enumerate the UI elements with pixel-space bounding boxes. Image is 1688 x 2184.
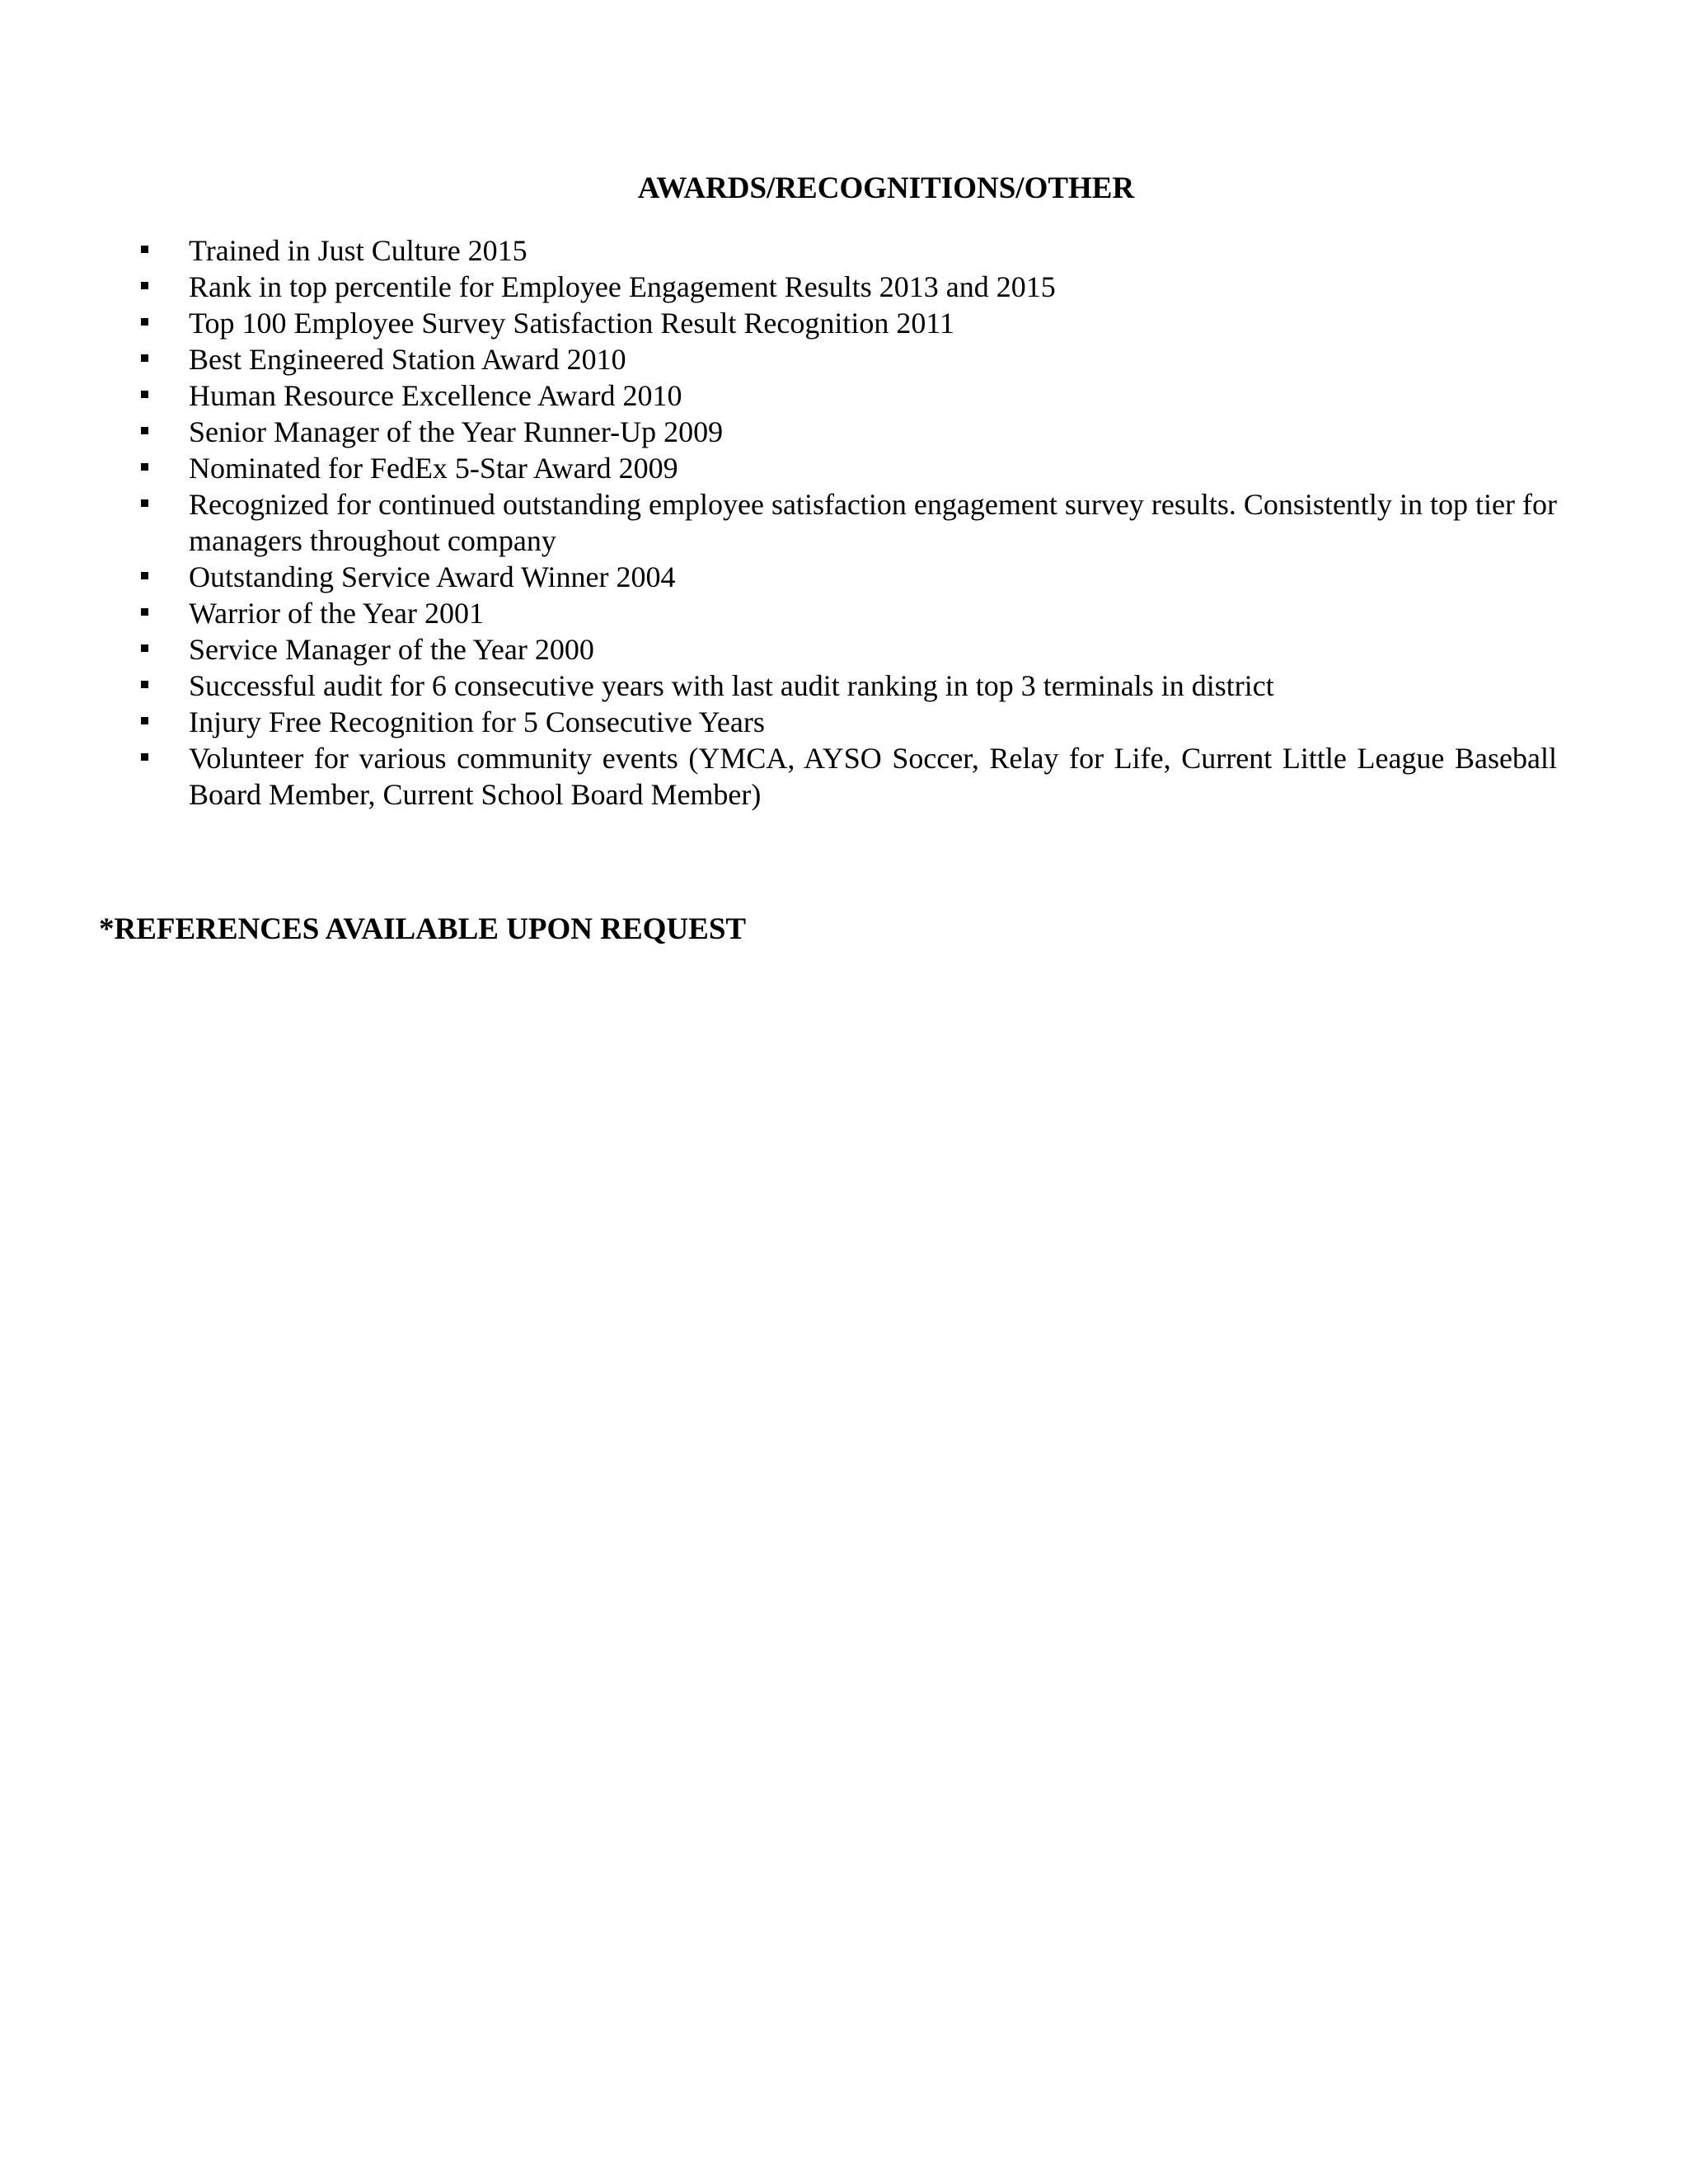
awards-list xyxy=(0,232,1688,813)
list-item xyxy=(0,414,1557,450)
list-item xyxy=(0,486,1557,559)
award-text: Injury Free Recognition for 5 Consecutive Years xyxy=(189,705,765,738)
square-bullet-icon xyxy=(141,391,148,398)
square-bullet-icon xyxy=(141,246,148,253)
list-item xyxy=(0,559,1557,595)
award-text: Nominated for FedEx 5-Star Award 2009 xyxy=(189,452,678,485)
list-item xyxy=(0,595,1557,631)
list-item xyxy=(0,305,1557,341)
list-item xyxy=(0,740,1557,813)
award-text: Top 100 Employee Survey Satisfaction Result Recognition 2011 xyxy=(189,307,955,340)
list-item xyxy=(0,377,1557,414)
award-text: Warrior of the Year 2001 xyxy=(189,597,485,630)
award-text: Human Resource Excellence Award 2010 xyxy=(189,379,682,412)
award-text: Trained in Just Culture 2015 xyxy=(189,234,528,267)
award-text: Best Engineered Station Award 2010 xyxy=(189,343,626,376)
list-item xyxy=(0,341,1557,377)
award-text: Senior Manager of the Year Runner-Up 2009 xyxy=(189,415,724,448)
list-item xyxy=(0,269,1557,305)
list-item xyxy=(0,668,1557,704)
award-text: Recognized for continued outstanding employee satisfaction engagement survey results. Consistently in top tier for managers throughout company xyxy=(189,488,1557,557)
square-bullet-icon xyxy=(141,354,148,362)
award-text: Volunteer for various community events (YMCA, AYSO Soccer, Relay for Life, Current Little League Baseball Board Member, Current School Board Member) xyxy=(189,742,1557,811)
square-bullet-icon xyxy=(141,753,148,761)
square-bullet-icon xyxy=(141,681,148,688)
square-bullet-icon xyxy=(141,427,148,434)
list-item xyxy=(0,450,1557,486)
list-item xyxy=(0,631,1557,668)
list-item xyxy=(0,232,1557,269)
square-bullet-icon xyxy=(141,282,148,289)
section-title: AWARDS/RECOGNITIONS/OTHER xyxy=(637,171,1135,205)
square-bullet-icon xyxy=(141,717,148,724)
square-bullet-icon xyxy=(141,463,148,471)
award-text: Outstanding Service Award Winner 2004 xyxy=(189,560,676,593)
award-text: Service Manager of the Year 2000 xyxy=(189,633,594,666)
square-bullet-icon xyxy=(141,572,148,579)
references-note: *REFERENCES AVAILABLE UPON REQUEST xyxy=(99,912,747,946)
square-bullet-icon xyxy=(141,318,148,326)
square-bullet-icon xyxy=(141,608,148,616)
list-item xyxy=(0,704,1557,740)
square-bullet-icon xyxy=(141,499,148,507)
square-bullet-icon xyxy=(141,644,148,652)
award-text: Successful audit for 6 consecutive years with last audit ranking in top 3 terminals in district xyxy=(189,669,1274,702)
award-text: Rank in top percentile for Employee Engagement Results 2013 and 2015 xyxy=(189,270,1056,303)
